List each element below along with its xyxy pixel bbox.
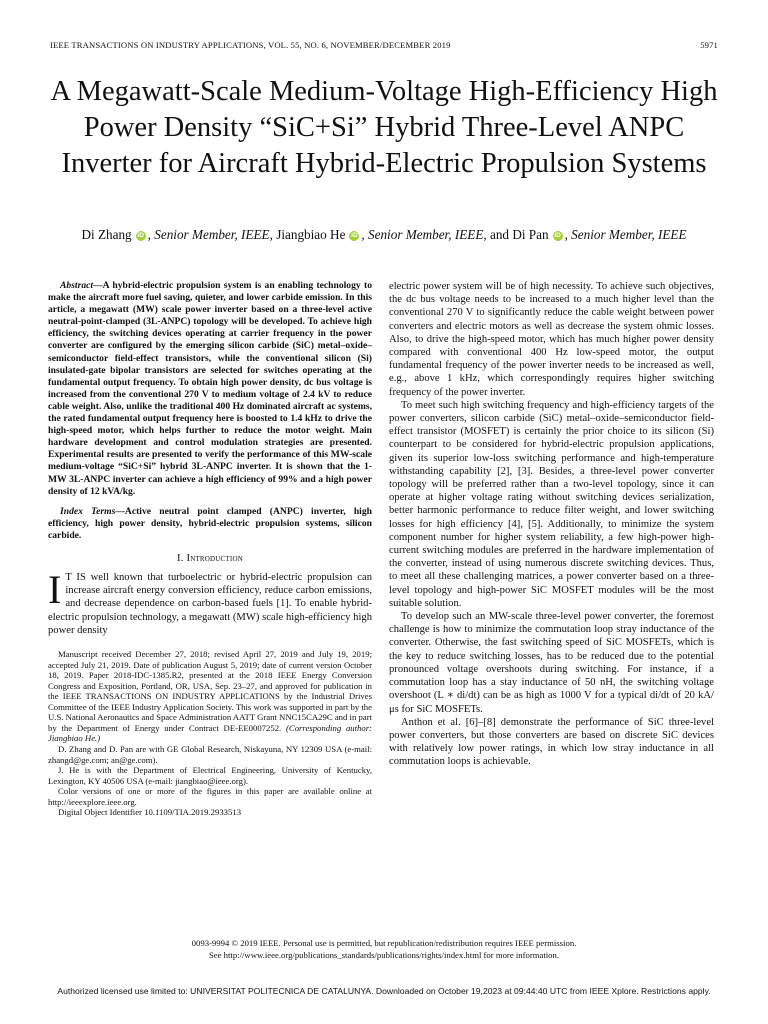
index-terms	[48, 506, 372, 542]
body-paragraph: Anthon et al. [6]–[8] demonstrate the performance of SiC three-level power converters, but those converters are based on discrete SiC devices with relatively low power ratings, in which low stray inductance in all commutation loops is achievable.	[389, 716, 714, 768]
abstract	[48, 280, 372, 498]
page-number: 5971	[700, 40, 718, 50]
author-sep: ,	[361, 227, 369, 242]
intro-paragraph	[48, 567, 372, 637]
orcid-icon[interactable]: iD	[351, 232, 358, 239]
section-title: Introduction	[186, 552, 243, 564]
abstract-label: Abstract	[60, 280, 94, 291]
running-header	[50, 40, 718, 54]
footnote-manuscript: Manuscript received December 27, 2018; revised April 27, 2019 and July 19, 2019; accepted July 21, 2019. Date of publication August 5, 2019; date of current version October 18, 2019. Paper 2018-IDC-1385.R2, presented at the 2018 IEEE Energy Conversion Congress and Exposition, Portland, OR, USA, Sep. 23–27, and approved for publication in the IEEE TRANSACTIONS ON INDUSTRY APPLICATIONS by the Industrial Drives Committee of the IEEE Industry Application Society. This work was supported in part by the U.S. National Aeronautics and Space Administration AATT Grant NNC15CA29C and in part by the Department of Energy under Contract DE-EE0007252. (Corresponding author: Jiangbiao He.)	[48, 649, 373, 744]
author-sep: ,	[564, 227, 572, 242]
footnote-affiliation: D. Zhang and D. Pan are with GE Global Research, Niskayuna, NY 12309 USA (e-mail: zhangd@ge.com; an@ge.com).	[48, 743, 372, 765]
intro-text: T IS well known that turboelectric or hybrid-electric propulsion can increase aircraft energy conversion efficiency, reduce carbon emissions, and decrease dependence on carbon-based fuels [1]. To enable hybrid-electric propulsion technology, a megawatt (MW) scale high-efficiency high power density	[48, 572, 372, 636]
body-paragraph: electric power system will be of high necessity. To achieve such objectives, the dc bus voltage needs to be increased to a much higher level than the conventional 270 V to significantly reduce the cable weight between power converters and electric motors as well as decrease the system ohmic losses. Also, to drive the high-speed motor, which has much higher power density compared with conventional 400 Hz low-speed motor, the output fundamental frequency of the power inverter needs to be increased as well, e.g., above 1 kHz, which correspondingly requires higher switching frequency of the power inverter.	[389, 281, 714, 398]
paper-title: A Megawatt-Scale Medium-Voltage High-Efficiency High Power Density “SiC+Si” Hybrid Three-Level ANPC Inverter for Aircraft Hybrid-Electric Propulsion Systems	[50, 76, 718, 179]
body-paragraph: To meet such high switching frequency and high-efficiency targets of the power converters, silicon carbide (SiC) metal–oxide–semiconductor field-effect transistor (MOSFET) is certainly the prior choice to its silicon (Si) counterpart to be considered for hybrid-electric propulsion applications, given its superior low-loss switching performance and high-temperature withstanding capability [2], [3]. Besides, a three-level power converter topology will be preferred rather than a two-level topology, since it can operate at higher voltage rating without switching devices serialization, better harmonic performance to reduce filter weight, and lower switching losses for high efficiency [4], [5]. Additionally, to minimize the system component number for higher system reliability, a few high-power high-current switching modules are preferred in the hardware implementation of the converter, instead of using numerous discrete switching devices. Thus, to meet all these challenging matrices, a power converter based on a three-level topology and high-power SiC MOSFET modules will be the most suitable solution.	[389, 399, 714, 609]
author-sep: ,	[269, 227, 277, 242]
copyright-line: See http://www.ieee.org/publications_standards/publications/rights/index.html for more information.	[208, 949, 560, 960]
abstract-text: —A hybrid-electric propulsion system is an enabling technology to make the aircraft more fuel saving, quieter, and lower carbide emission. In this article, a megawatt (MW) scale power inverter based on a three-level active neutral-point-clamped (3L-ANPC) topology will be developed. To achieve high efficiency, the switching devices operating at carrier frequency in the power converter are configured by the emerging silicon carbide (SiC) metal–oxide–semiconductor field-effect transistors, while the conventional silicon (Si) insulated-gate bipolar transistors are selected for switches operating at the fundamental output frequency. To obtain high power density, dc bus voltage is increased from the conventional 270 V to medium voltage of 2.4 kV to reduce cable weight. Also, unlike the traditional 400 Hz dominated aircraft ac systems, the rated fundamental output frequency here is boosted to 1.4 kHz to drive the high-speed motor, which helps further to reduce the motor weight. Main hardware development and control modulation strategies are presented. Experimental results are presented to verify the performance of this MW-scale medium-voltage “SiC+Si” hybrid 3L-ANPC inverter. It is shown that the 1-MW 3L-ANPC inverter can achieve a high efficiency of 99% and a high power density of 12 kVA/kg.	[48, 280, 372, 497]
journal-name: IEEE TRANSACTIONS ON INDUSTRY APPLICATIONS, VOL. 55, NO. 6, NOVEMBER/DECEMBER 2019	[50, 40, 451, 50]
orcid-icon[interactable]: iD	[137, 232, 144, 239]
author-membership: Senior Member, IEEE	[154, 227, 270, 242]
download-notice: Authorized licensed use limited to: UNIVERSITAT POLITECNICA DE CATALUNYA. Downloaded on October 19,2023 at 09:44:40 UTC from IEEE Xplore. Restrictions apply.	[57, 986, 711, 996]
copyright-line: 0093-9994 © 2019 IEEE. Personal use is permitted, but republication/redistribution requires IEEE permission.	[191, 938, 577, 948]
author-name: Jiangbiao He	[276, 227, 346, 242]
author-sep: , and	[483, 227, 513, 242]
section-number: I.	[177, 552, 187, 564]
copyright-notice	[48, 938, 720, 961]
author-line	[40, 226, 728, 244]
footnote-doi: Digital Object Identifier 10.1109/TIA.2019.2933513	[58, 807, 242, 818]
author-name: Di Zhang	[81, 227, 132, 242]
footnotes	[48, 649, 372, 818]
left-column	[48, 280, 372, 818]
corresponding-author: (Corresponding author: Jiangbiao He.)	[48, 722, 373, 744]
drop-cap: I	[48, 567, 62, 613]
author-membership: Senior Member, IEEE	[368, 227, 484, 242]
footnote-affiliation: J. He is with the Department of Electrical Engineering, University of Kentucky, Lexington, KY 40506 USA (e-mail: jiangbiao@ieee.org).	[48, 765, 372, 786]
index-terms-label: Index Terms	[60, 505, 116, 517]
right-column	[389, 280, 714, 769]
author-membership: Senior Member, IEEE	[571, 227, 687, 242]
footnote-color: Color versions of one or more of the figures in this paper are available online at http://ieeexplore.ieee.org.	[48, 786, 372, 807]
section-heading	[48, 552, 372, 565]
author-name: Di Pan	[512, 227, 549, 242]
body-paragraph: To develop such an MW-scale three-level power converter, the foremost challenge is how to minimize the commutation loop stray inductance of the converter. Otherwise, the fast switching speed of SiC MOSFETs, which is the key to reduce switching losses, has to be reduced due to the potential pronounced voltage overshoots during switching. For instance, if a commutation loop has a stay inductance of 50 nH, the switching voltage overshoot (L ∗ di/dt) can be as high as 1000 V for a typical di/dt of 20 kA/μs for SiC MOSFETs.	[389, 611, 714, 715]
orcid-icon[interactable]: iD	[554, 232, 561, 239]
author-sep: ,	[147, 227, 155, 242]
index-terms-text: —Active neutral point clamped (ANPC) inverter, high efficiency, high power density, hybrid-electric propulsion systems, silicon carbide.	[48, 505, 372, 541]
